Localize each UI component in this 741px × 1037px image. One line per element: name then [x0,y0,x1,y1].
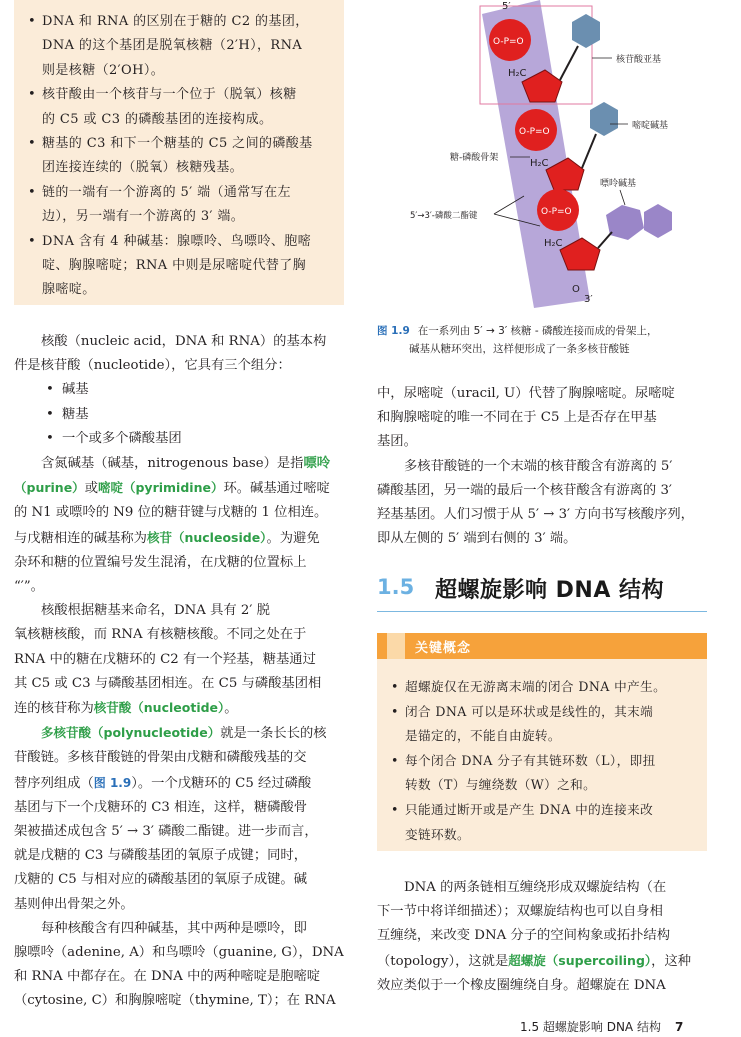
key-concept-item [391,798,697,847]
bullet-line: 则是核糖（2′OH）。 [42,62,165,78]
paragraph-supercoiling [377,876,707,998]
paragraph-bases [14,452,344,599]
bullet-line: 变链环数。 [405,826,470,842]
text-fragment: 。 [224,700,238,716]
label-backbone: 糖-磷酸骨架 [450,153,499,163]
text-line: 羟基基团。人们习惯于从 5′ → 3′ 方向书写核酸序列， [377,507,694,523]
label-nucleotide-subunit: 核苷酸亚基 [616,55,662,65]
page-footer [520,1018,683,1035]
right-column-bottom [377,876,707,998]
text-fragment: 含氮碱基（碱基，nitrogenous base）是指 [41,455,304,471]
summary-list [28,10,334,303]
pyrimidine-ring [572,14,600,48]
text-line: （cytosine, C）和胸腺嘧啶（thymine, T）；在 RNA [14,993,336,1009]
bullet-line: • 核苷酸由一个核苷与一个位于（脱氧）核糖 [42,87,297,103]
summary-bullet [28,181,334,230]
component-list [14,378,344,452]
caption-line: 碱基从糖环突出，这样便形成了一条多核苷酸链 [409,343,630,355]
text-line: 每种核酸含有四种碱基，其中两种是嘌呤，即 [41,920,307,936]
term-nucleotide: 核苷酸（nucleotide） [93,699,225,715]
glycosidic-bond [598,232,612,248]
paragraph-uracil [377,382,707,455]
bullet-line: • 闭合 DNA 可以是环状或是线性的，其末端 [405,703,654,719]
text-fragment: 替序列组成（ [14,775,94,791]
text-line: 基团。 [377,434,417,450]
bullet-line: • 超螺旋仅在无游离末端的闭合 DNA 中产生。 [405,679,667,694]
purine-ring [606,205,644,240]
three-prime-label: 3′ [584,294,593,305]
text-fragment: ）。一个戊糖环的 C5 经过磷酸 [131,775,312,791]
paragraph-four-bases [14,917,344,1014]
paragraph-nucleic-acid [14,330,344,378]
summary-bullet [28,230,334,303]
text-line: 基团与下一个戊糖环的 C3 相连，这样，糖磷酸骨 [14,799,308,815]
summary-bullet [28,132,334,181]
text-line: 氧核糖核酸，而 RNA 有核糖核酸。不同之处在于 [14,627,307,643]
term-polynucleotide: 多核苷酸（polynucleotide） [41,725,221,741]
text-fragment: 就是一条长长的核 [220,726,327,742]
glycosidic-bond [560,46,578,80]
component-item: • 一个或多个磷酸基团 [46,427,344,452]
figure-label: 图 1.9 [377,325,410,337]
summary-box [14,0,344,305]
term-nucleoside: 核苷（nucleoside） [146,529,267,545]
text-line: 核酸（nucleic acid，DNA 和 RNA）的基本构 [41,334,327,349]
bullet-line: 转数（T）与缠绕数（W）之和。 [405,777,597,793]
key-concepts-box [377,659,707,851]
text-line: 架被描述成包含 5′ → 3′ 磷酸二酯键。进一步而言， [14,823,318,839]
term-supercoiling: 超螺旋（supercoiling） [508,952,652,968]
section-heading [377,573,707,612]
term-pyrimidine: 嘧啶（pyrimidine） [97,480,224,496]
text-fragment: 与戊糖相连的碱基称为 [14,530,147,546]
key-concept-item [391,749,697,798]
h2c-label: H₂C [544,238,563,249]
bullet-line: • DNA 含有 4 种碱基：腺嘌呤、鸟嘌呤、胞嘧 [42,233,312,249]
text-line: “′”。 [14,578,44,594]
paragraph-polynucleotide [14,721,344,917]
left-column [14,330,344,1014]
section-number: 1.5 [377,575,415,599]
callout-line [620,190,625,205]
text-fragment: 或 [84,481,98,497]
key-concept-item [391,700,697,749]
key-concept-item [391,675,697,700]
term-purine-en: （purine） [14,480,85,496]
bullet-line: • 只能通过断开或是产生 DNA 中的连接来改 [405,801,654,817]
bullet-line: • 每个闭合 DNA 分子有其链环数（L），即扭 [405,752,656,768]
caption-line: 在一系列由 5′ → 3′ 核糖 - 磷酸连接而成的骨架上， [417,325,658,337]
five-prime-label: 5′ [502,1,511,12]
section-title: 超螺旋影响 DNA 结构 [435,578,665,603]
paragraph-naming [14,599,344,721]
phosphate-label: O-P=O [541,207,572,217]
figure-link[interactable]: 图 1.9 [93,775,132,790]
text-line: 下一节中将详细描述）；双螺旋结构也可以自身相 [377,904,663,920]
pyrimidine-ring [590,102,618,136]
bullet-line: 啶、胸腺嘧啶；RNA 中则是尿嘧啶代替了胸 [42,258,307,274]
bullet-line: 是锚定的，不能自由旋转。 [405,728,561,744]
o-label: O [572,284,580,295]
text-line: 互缠绕，来改变 DNA 分子的空间构象或拓扑结构 [377,928,670,944]
bullet-line: 边），另一端有一个游离的 3′ 端。 [42,209,245,225]
label-purine-base: 嘌呤碱基 [600,179,637,189]
text-line: 腺嘌呤（adenine, A）和鸟嘌呤（guanine, G），DNA [14,944,344,960]
bullet-line: • 链的一端有一个游离的 5′ 端（通常写在左 [42,184,291,200]
text-line: 磷酸基团，另一端的最后一个核苷酸含有游离的 3′ [377,482,672,498]
bullet-line: DNA 的这个基团是脱氧核糖（2′H），RNA [42,38,303,54]
bullet-line: 的 C5 或 C3 的磷酸基团的连接构成。 [42,111,273,127]
text-fragment: （topology），这就是 [377,953,509,969]
label-pyrimidine-base: 嘧啶碱基 [632,121,669,131]
text-fragment: 。为避免 [266,530,320,546]
h2c-label: H₂C [508,68,527,79]
label-phosphodiester-bond: 5′→3′-磷酸二酯键 [410,211,478,221]
right-column-top [377,382,707,551]
term-purine: 嘌呤 [303,455,331,471]
text-line: RNA 中的糖在戊糖环的 C2 有一个羟基，糖基通过 [14,651,316,667]
key-concepts-bar [377,633,707,659]
key-concepts-title: 关键概念 [415,641,472,656]
bullet-line: 腺嘧啶。 [42,282,96,298]
component-item: • 碱基 [46,378,344,403]
text-line: 效应类似于一个橡皮圈缠绕自身。超螺旋在 DNA [377,977,666,993]
summary-bullet [28,10,334,83]
polynucleotide-figure [410,0,730,310]
text-line: 杂环和糖的位置编号发生混淆，在戊糖的位置标上 [14,554,307,570]
text-line: 核酸根据糖基来命名，DNA 具有 2′ 脱 [41,603,270,619]
text-line: 的 N1 或嘌呤的 N9 位的糖苷键与戊糖的 1 位相连。 [14,505,328,521]
bullet-line: • 糖基的 C3 和下一个糖基的 C5 之间的磷酸基 [42,136,313,152]
text-line: 和 RNA 中都存在。在 DNA 中的两种嘧啶是胞嘧啶 [14,969,321,985]
bullet-line: 团连接连续的（脱氧）核糖残基。 [42,160,244,176]
phosphate-label: O-P=O [519,127,550,137]
text-line: 即从左侧的 5′ 端到右侧的 3′ 端。 [377,531,577,547]
component-item: • 糖基 [46,403,344,428]
text-line: 其 C5 或 C3 与磷酸基团相连。在 C5 与磷酸基团相 [14,675,322,691]
glycosidic-bond [582,134,596,168]
text-line: 件是核苷酸（nucleotide），它具有三个组分： [14,358,291,374]
phosphate-label: O-P=O [493,37,524,47]
text-fragment: ，这种 [651,953,692,969]
text-line: 戊糖的 C5 与相对应的磷酸基团的氧原子成键。碱 [14,872,308,888]
purine-ring [644,204,672,238]
page-number: 7 [674,1020,684,1034]
summary-bullet [28,83,334,132]
footer-section: 1.5 超螺旋影响 DNA 结构 [520,1020,661,1034]
text-line: 苷酸链。多核苷酸链的骨架由戊糖和磷酸残基的交 [14,750,307,766]
h2c-label: H₂C [530,158,549,169]
text-fragment: 环。碱基通过嘧啶 [223,481,330,497]
text-fragment: 连的核苷称为 [14,700,94,716]
text-line: 多核苷酸链的一个末端的核苷酸含有游离的 5′ [404,458,673,474]
text-line: 中，尿嘧啶（uracil, U）代替了胸腺嘧啶。尿嘧啶 [377,386,675,401]
paragraph-ends [377,455,707,552]
text-line: 就是戊糖的 C3 与磷酸基团的氧原子成键；同时， [14,848,308,864]
key-concepts-list [391,675,697,847]
text-line: 和胸腺嘧啶的唯一不同在于 C5 上是否存在甲基 [377,410,657,426]
figure-caption [377,322,707,358]
text-line: DNA 的两条链相互缠绕形成双螺旋结构（在 [404,880,667,895]
text-line: 基则伸出骨架之外。 [14,896,134,912]
bullet-line: • DNA 和 RNA 的区别在于糖的 C2 的基团， [42,14,309,29]
